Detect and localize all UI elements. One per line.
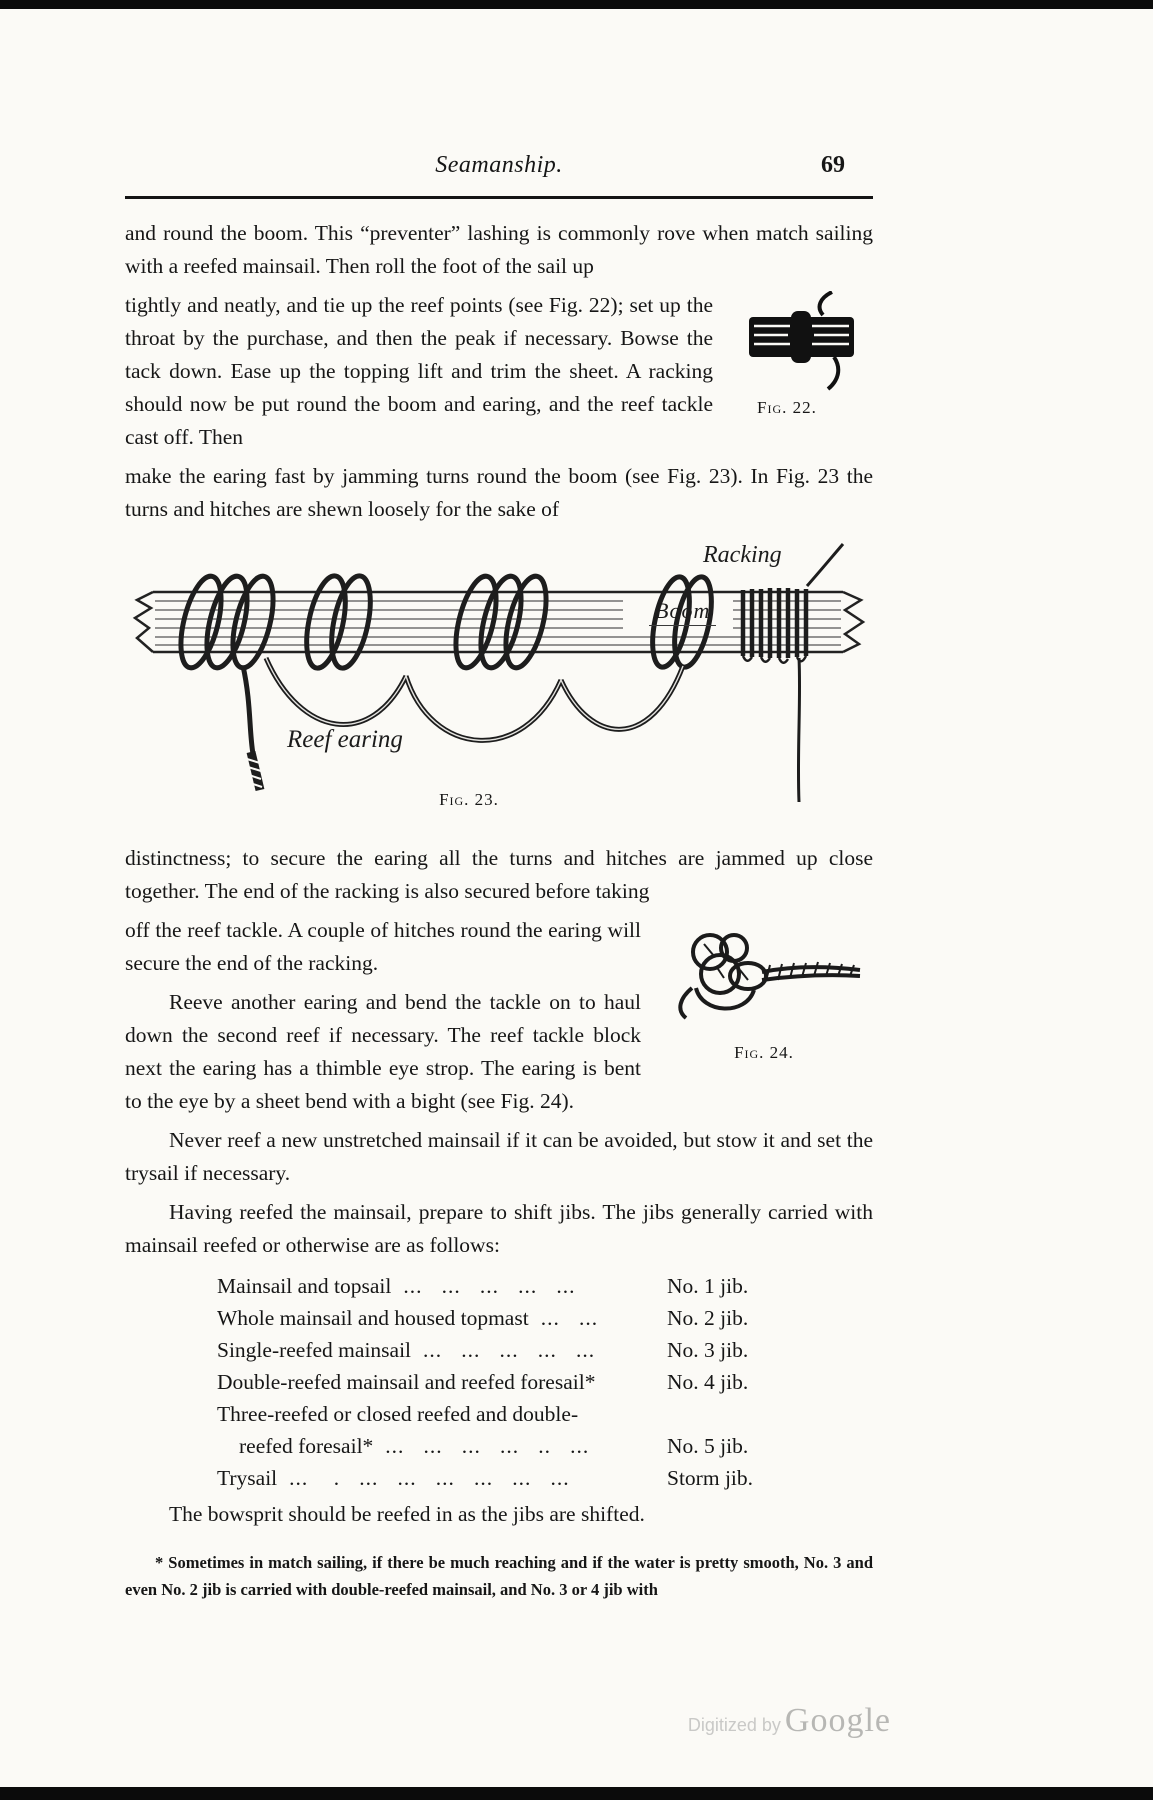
jib-table-row (239, 1430, 779, 1462)
paragraph-1b: tightly and neatly, and tie up the reef points (see Fig. 22); set up the throat by the purchase, and then the peak if necessary. Bowse the tack down. Ease up the topping lift and trim the sheet. A racking should now be put round the boom and earing, and the reef tackle cast off. Then (125, 293, 713, 449)
jib-table-row (217, 1462, 779, 1494)
paragraph-block-fig24 (125, 914, 873, 1118)
fig23-label-reef-earing: Reef earing (287, 726, 403, 753)
paragraph-block-fig22 (125, 289, 873, 526)
page-content (125, 152, 873, 1603)
fig22-lashing-illustration (746, 291, 858, 391)
google-logo: Google (784, 1702, 891, 1739)
jib-name: No. 1 jib. (667, 1274, 749, 1298)
jib-combination: Double-reefed mainsail and reefed foresail* (217, 1370, 596, 1394)
jib-combination: Single-reefed mainsail (217, 1338, 412, 1362)
fig23-label-racking: Racking (703, 542, 782, 568)
figure-22 (731, 291, 873, 418)
fig23-label-boom: Boom (649, 598, 716, 626)
jib-table-row (217, 1398, 779, 1430)
dot-leaders: ... . ... ... ... ... ... ... (289, 1466, 570, 1490)
jib-name: No. 5 jib. (667, 1434, 749, 1458)
page-header (125, 152, 873, 184)
jib-name: No. 4 jib. (667, 1370, 749, 1394)
jib-table-row (217, 1270, 779, 1302)
jib-table (217, 1270, 779, 1494)
paragraph-1a: and round the boom. This “preventer” lashing is commonly rove when match sailing with a reefed mainsail. Then roll the foot of the sail up (125, 221, 873, 278)
paragraph-5: Having reefed the mainsail, prepare to shift jibs. The jibs generally carried with mainsail reefed or otherwise are as follows: (125, 1200, 873, 1257)
scan-edge-bottom (0, 1787, 1153, 1800)
footnote: * Sometimes in match sailing, if there be much reaching and if the water is pretty smooth, No. 3 and even No. 2 jib is carried with double-reefed mainsail, and No. 3 or 4 jib with (125, 1553, 873, 1599)
dot-leaders: ... ... ... ... .. ... (385, 1434, 590, 1458)
jib-table-row (217, 1366, 779, 1398)
jib-name: No. 2 jib. (667, 1306, 749, 1330)
paragraph-2a: distinctness; to secure the earing all the turns and hitches are jammed up close together. The end of the racking is also secured before taking (125, 846, 873, 903)
fig24-knot-illustration (662, 918, 867, 1036)
jib-name: No. 3 jib. (667, 1338, 749, 1362)
dot-leaders: ... ... ... ... ... (403, 1274, 576, 1298)
figure-24-caption: Fig. 24. (734, 1043, 794, 1062)
jib-table-row (217, 1334, 779, 1366)
jib-combination: Mainsail and topsail (217, 1274, 392, 1298)
figure-24 (655, 918, 873, 1063)
paragraph-3: Reeve another earing and bend the tackle on to haul down the second reef if necessary. The reef tackle block next the earing has a thimble eye strop. The earing is bent to the eye by a sheet bend with a bight (see Fig. 24). (125, 990, 641, 1113)
jib-table-row (217, 1302, 779, 1334)
paragraph-6: The bowsprit should be reefed in as the jibs are shifted. (169, 1502, 645, 1526)
digitized-watermark (688, 1702, 891, 1740)
paragraph-2b: off the reef tackle. A couple of hitches round the earing will secure the end of the racking. (125, 918, 641, 975)
figure-23 (125, 536, 873, 838)
figure-22-caption: Fig. 22. (757, 398, 817, 417)
page-number: 69 (821, 152, 845, 178)
figure-23-caption: Fig. 23. (439, 790, 499, 809)
paragraph-1c: make the earing fast by jamming turns round the boom (see Fig. 23). In Fig. 23 the turns and hitches are shewn loosely for the sake of (125, 464, 873, 521)
jib-combination: Whole mainsail and housed topmast (217, 1306, 529, 1330)
running-head: Seamanship. (435, 152, 563, 178)
header-rule (125, 196, 873, 199)
fig23-boom-racking-illustration (131, 540, 866, 806)
dot-leaders: ... ... (540, 1306, 599, 1330)
jib-combination: Trysail (217, 1466, 278, 1490)
jib-combination: reefed foresail* (239, 1434, 374, 1458)
jib-combination: Three-reefed or closed reefed and double- (217, 1402, 579, 1426)
watermark-digitized-by: Digitized by (687, 1715, 781, 1735)
dot-leaders: ... ... ... ... ... (423, 1338, 596, 1362)
jib-name: Storm jib. (667, 1466, 754, 1490)
scan-edge-top (0, 0, 1153, 9)
paragraph-4: Never reef a new unstretched mainsail if it can be avoided, but stow it and set the trysail if necessary. (125, 1128, 873, 1185)
